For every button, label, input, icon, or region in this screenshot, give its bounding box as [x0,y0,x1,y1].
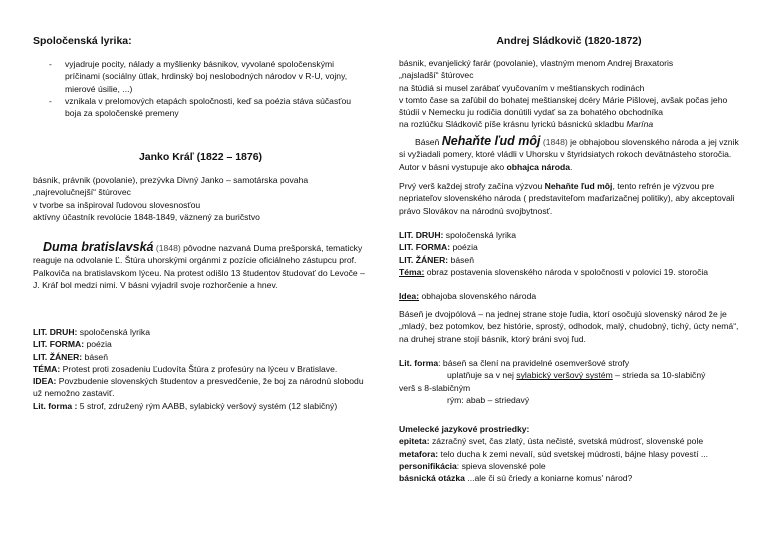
lit-druh-value: spoločenská lyrika [77,327,151,337]
device-label: metafora: [399,448,439,459]
bipolar-paragraph: Báseň je dvojpólová – na jednej strane stoje ľudia, ktorí osočujú slovenský národ že je „mladý, bez potomkov, bez histórie, sprostý, odhodok, malý, chudobný, tichý, úcty nemá“, na druhej strane stojí básnik, ktorý bráni svoj ľud. [399,309,739,344]
idea-label: Idea: [399,291,420,301]
author-title-sladkovic: Andrej Sládkovič (1820-1872) [496,35,642,47]
bio-line-text: na rozlúčku Sládkovič píše krásnu lyrickú básnickú skladbu [399,119,627,130]
bullet-item: - vyjadruje pocity, nálady a myšlienky básnikov, vyvolané spoločenskými príčinami (sociálny útlak, hrdinský boj neslobodných národov v R-U, vojny, mierové úsilie, ...) [33,58,368,95]
form-line-3: verš s 8-slabičným [399,382,471,393]
work-end: . [570,161,573,172]
lit-zaner-label: LIT. ŽÁNER: [399,254,449,265]
form-line-1 [399,357,739,369]
work-paragraph-duma [33,241,368,291]
tema-value: Protest proti zosadeniu Ľudovíta Štúra z profesúry na lýceu v Bratislave. [60,363,338,374]
sladkovic-lit-info [399,229,739,278]
refrain-text-2: , tento refrén je výzvou pre nepriateľov slovenského národa ( predstaviteľom maďarizačnej politiky), aby akceptovali právo Slovákov na národnú svojbytnosť. [399,181,735,216]
device-row [399,460,739,472]
left-heading: Spoločenská lyrika: [33,35,132,47]
bio-line: „najsladší“ štúrovec [399,70,474,81]
idea-value: obhajoba slovenského národa [419,291,537,301]
idea-row [33,375,368,400]
tema-value: obraz postavenia slovenského národa v spoločnosti v polovici 19. storočia [424,266,709,277]
lit-druh-label: LIT. DRUH: [33,327,78,337]
bio-line: v tvorbe sa inšpiroval ľudovou slovesnosťou [33,199,201,210]
device-value: ...ale či sú čriedy a koniarne komus' národ? [464,473,633,484]
tema-label: TÉMA: [33,363,61,374]
work-title: Nehaňte ľud môj [441,134,541,148]
bio-line: básnik, právnik (povolanie), prezývka Divný Janko – samotárska povaha [33,175,309,185]
lit-zaner-label: LIT. ŽÁNER: [33,351,83,362]
lit-druh-row [33,326,368,338]
lit-forma-value: poézia [450,242,478,253]
refrain-paragraph [399,180,739,217]
lit-forma2-row [33,400,368,412]
device-row [399,472,739,484]
device-value: zázračný svet, čas zlatý, ústa nečisté, svetská múdrosť, slovenské pole [429,436,704,447]
form-label: Lit. forma [399,358,439,368]
lit-forma-row [399,241,739,253]
lit-zaner-value: báseň [82,351,108,362]
lit-forma-label: LIT. FORMA: [33,339,85,350]
bio-line [399,118,739,130]
bio-line: v tomto čase sa zaľúbil do bohatej meštianskej dcéry Márie Pišlovej, avšak počas jeho štúdií v Nemecku ju rodičia donútili vydať sa za bohatého obchodníka [399,94,728,118]
idea-value: Povzbudenie slovenských študentov a presvedčenie, že boj za národnú slobodu už nemožno zastaviť. [33,376,364,399]
work-text: pôvodne nazvaná Duma prešporská, tematicky reaguje na odvolanie Ľ. Štúra uhorskými orgánmi z pozície oficiálneho zástupcu prof. Palkoviča na bratislavskom lýceu. Na protest odišlo 13 študentov študovať do Levoče – J. Kráľ bol medzi nimi. V básni vyjadril svoje rozhorčenie a hnev. [33,243,365,290]
sladkovic-bio [399,57,739,131]
lit-forma2-value: 5 strof, združený rým AABB, sylabický veršový systém (12 slabičný) [77,400,338,411]
work-text: je obhajobou slovenského národa a jej vznik si vyžiadali pomery, ktoré vládli v Uhorsku v štyridsiatych rokoch devätnásteho storočia. Autor v básni vystupuje ako [399,137,739,172]
bio-line: „najrevolučnejší“ štúrovec [33,187,131,198]
bio-line: básnik, evanjelický farár (povolanie), vlastným menom Andrej Braxatoris [399,58,674,68]
lit-zaner-value: báseň [448,254,474,265]
bullet-item: - vznikala v prelomových etapách spoločnosti, keď sa poézia stáva súčasťou boja za spoločenské premeny [33,95,368,120]
devices-heading: Umelecké jazykové prostriedky: [399,424,530,434]
lit-druh-row [399,229,739,241]
idea-row [399,290,739,302]
device-label: epiteta: [399,436,430,447]
lit-druh-label: LIT. DRUH: [399,230,444,240]
form-line-1-text: : báseň sa člení na pravidelné osemveršové strofy [438,358,630,368]
form-line-2-post: – strieda sa 10-slabičný [612,370,706,381]
bio-line: na štúdiá si musel zarábať vyučovaním v meštianskych rodinách [399,82,645,93]
lit-forma-value: poézia [84,339,112,350]
form-section [399,357,739,406]
work-year: (1848) [155,243,181,253]
tema-row [33,363,368,375]
form-line-4: rým: abab – striedavý [447,394,530,405]
left-bullet-list [33,58,368,119]
lit-forma-label: LIT. FORMA: [399,242,451,253]
device-row [399,448,739,460]
bio-line: aktívny účastník revolúcie 1848-1849, väznený za buričstvo [33,211,260,222]
work-prefix: Báseň [415,137,442,147]
marina-title: Marína [626,119,654,130]
device-label: personifikácia [399,460,457,471]
kral-lit-info [33,326,368,412]
device-value: : spieva slovenské pole [456,460,546,471]
device-row [399,435,739,447]
work-year: (1848) [540,137,568,147]
work-role: obhajca národa [506,161,570,172]
form-line-2-pre: uplatňuje sa v nej [447,370,517,381]
kral-bio [33,174,368,223]
devices-section [399,423,739,484]
tema-label: Téma: [399,266,425,277]
tema-row [399,266,739,278]
form-line-2 [399,369,739,381]
refrain-text-1: Prvý verš každej strofy začína výzvou [399,181,545,191]
lit-druh-value: spoločenská lyrika [443,230,517,240]
refrain-bold: Nehaňte ľud môj [544,181,613,191]
author-title-kral: Janko Kráľ (1822 – 1876) [138,151,263,163]
idea-label: IDEA: [33,376,57,387]
form-line-2-underlined: sylabický veršový systém [516,370,613,381]
lit-forma-row [33,338,368,350]
lit-forma2-label: Lit. forma : [33,400,78,411]
device-value: telo ducha k zemi nevalí, súd svetskej múdrosti, bájne hlasy povestí ... [438,448,709,459]
device-label: básnická otázka [399,473,465,484]
work-paragraph-nehante [399,135,739,173]
lit-zaner-row [399,254,739,266]
work-title: Duma bratislavská [43,240,154,254]
lit-zaner-row [33,351,368,363]
